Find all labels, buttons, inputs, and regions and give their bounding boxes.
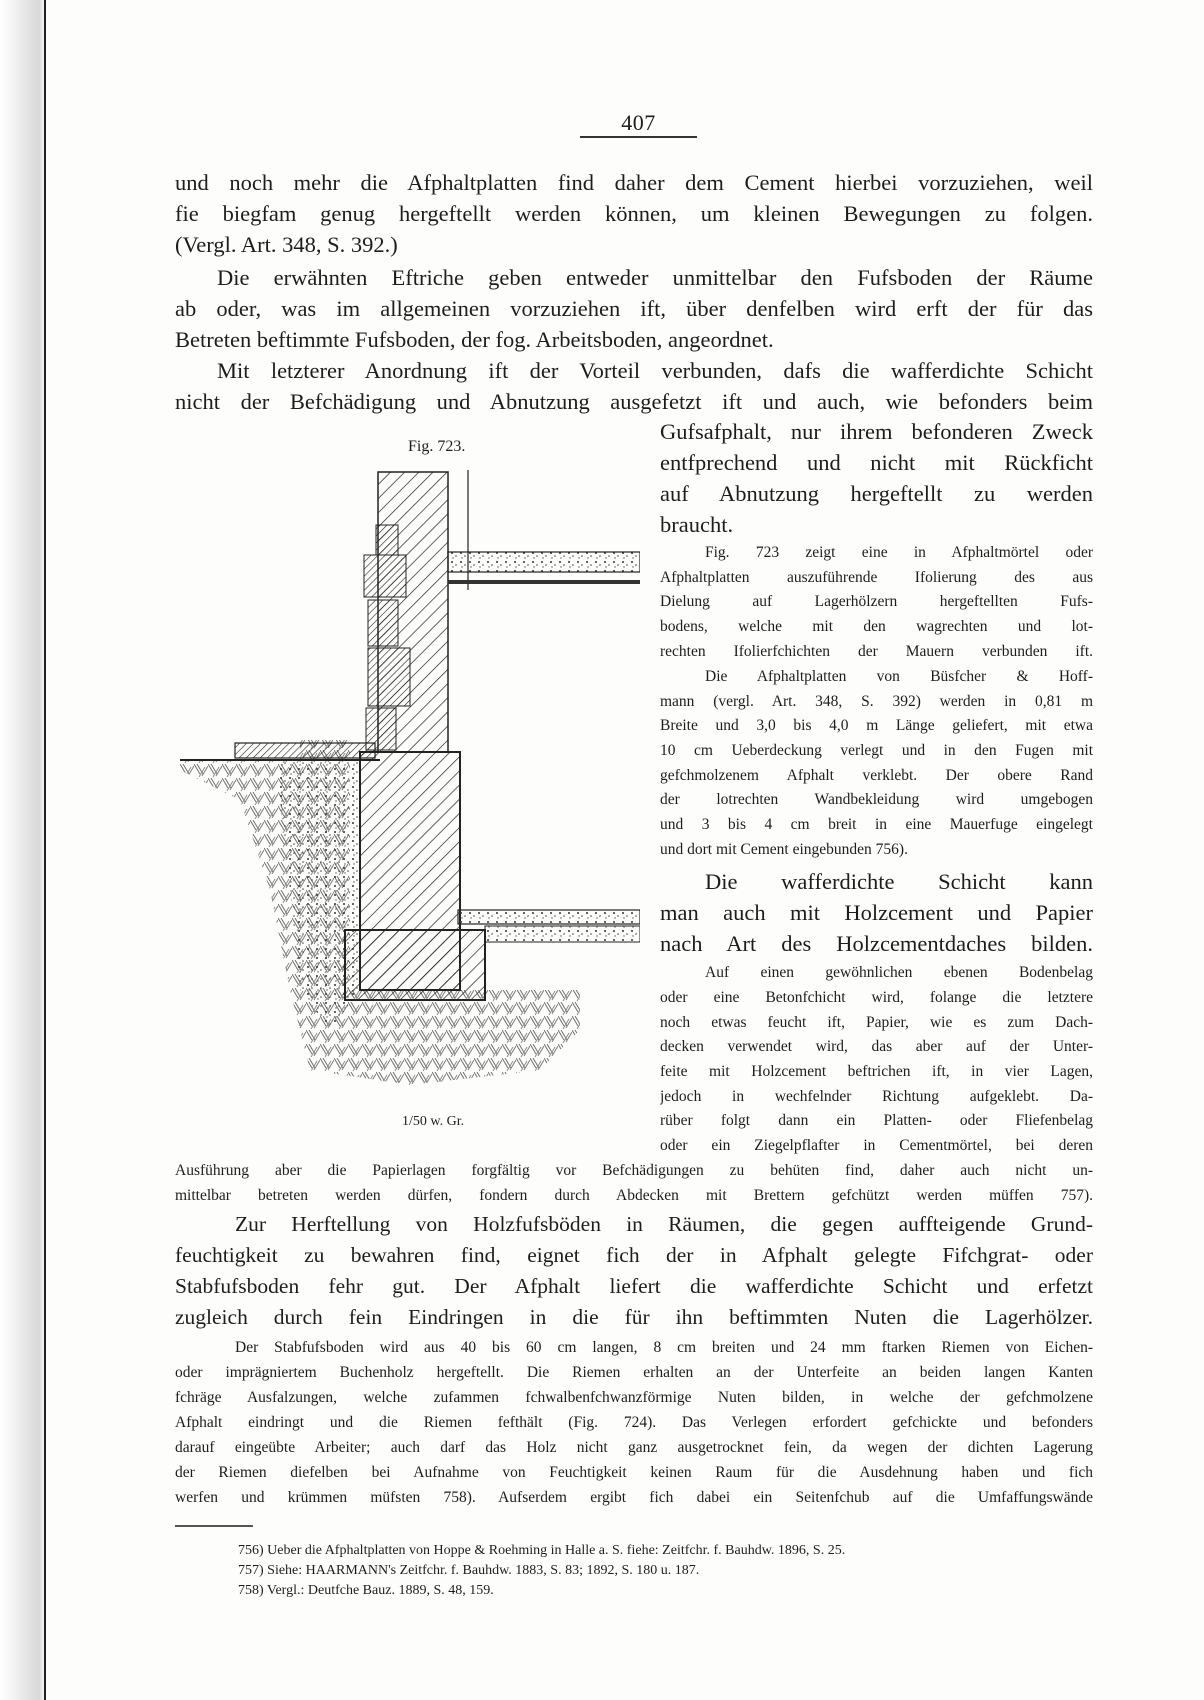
text-line: Fig. 723 zeigt eine in Afphaltmörtel oder [705,544,1093,561]
text-line: rechten Ifolierfchichten der Mauern verbunden ift. [660,643,1093,660]
text-line: Betreten beftimmte Fufsboden, der fog. Arbeitsboden, angeordnet. [175,327,774,352]
text-line: Zur Herftellung von Holzfufsböden in Räumen, die gegen auffteigende Grund- [235,1212,1093,1236]
text-line: entfprechend und nicht mit Rückficht [660,450,1093,475]
text-line: Auf einen gewöhnlichen ebenen Bodenbelag [705,964,1093,981]
footnote: 757) Siehe: HAARMANN's Zeitfchr. f. Bauhdw. 1883, S. 83; 1892, S. 180 u. 187. [238,1563,700,1578]
text-line: Mit letzterer Anordnung ift der Vorteil verbunden, dafs die wafferdichte Schicht [217,358,1093,383]
text-line: Breite und 3,0 bis 4,0 m Länge geliefert, mit etwa [660,717,1093,734]
text-line: noch etwas feucht ift, Papier, wie es zum Dach- [660,1014,1093,1031]
text-line: zugleich durch fein Eindringen in die für ihn beftimmten Nuten die Lagerhölzer. [175,1305,1093,1329]
text-line: oder imprägniertem Buchenholz hergeftellt. Die Riemen erhalten an der Unterfeite an beiden langen Kanten [175,1364,1093,1381]
text-line: bodens, welche mit den wagrechten und lot- [660,618,1093,635]
text-line: rüber folgt dann ein Platten- oder Fliefenbelag [660,1112,1093,1129]
text-line: Ausführung aber die Papierlagen forgfältig vor Befchädigungen zu behüten find, daher auch nicht un- [175,1162,1093,1179]
text-line: nach Art des Holzcementdaches bilden. [660,931,1093,956]
text-line: feite mit Holzcement beftrichen ift, in vier Lagen, [660,1063,1093,1080]
text-line: jedoch in wechfelnder Richtung aufgeklebt. Da- [660,1088,1093,1105]
text-line: Stabfufsboden fehr gut. Der Afphalt liefert die wafferdichte Schicht und erfetzt [175,1274,1093,1298]
text-line: Afphalt eindringt und die Riemen fefthält (Fig. 724). Das Verlegen erfordert gefchickte und befonders [175,1414,1093,1431]
text-line: mann (vergl. Art. 348, S. 392) werden in 0,81 m [660,693,1093,710]
text-line: oder ein Ziegelpflafter in Cementmörtel, bei deren [660,1137,1093,1154]
text-line: der lotrechten Wandbekleidung wird umgebogen [660,791,1093,808]
text-line: und 3 bis 4 cm breit in eine Mauerfuge eingelegt [660,816,1093,833]
text-line: der Riemen diefelben bei Aufnahme von Feuchtigkeit keinen Raum für die Ausdehnung haben und fich [175,1464,1093,1481]
text-line: und noch mehr die Afphaltplatten find daher dem Cement hierbei vorzuziehen, weil [175,170,1093,195]
figure-scale-label: 1/50 w. Gr. [402,1114,465,1129]
text-line: Die Afphaltplatten von Büsfcher & Hoff- [705,668,1093,685]
text-line: 10 cm Ueberdeckung verlegt und in den Fugen mit [660,742,1093,759]
figure-label: Fig. 723. [408,438,466,455]
text-line: und dort mit Cement eingebunden 756). [660,841,908,858]
footnote: 756) Ueber die Afphaltplatten von Hoppe & Roehming in Halle a. S. fiehe: Zeitfchr. f. Bauhdw. 1896, S. 25. [238,1543,846,1558]
text-line: darauf eingeübte Arbeiter; auch darf das Holz nicht ganz ausgetrocknet fein, da wegen der dichten Lagerung [175,1439,1093,1456]
footnote-rule [175,1525,253,1527]
text-line: Gufsafphalt, nur ihrem befonderen Zweck [660,419,1093,444]
text-line: Afphaltplatten auszuführende Ifolierung des aus [660,569,1093,586]
text-line: Dielung auf Lagerhölzern hergeftellten Fufs- [660,593,1093,610]
text-line: (Vergl. Art. 348, S. 392.) [175,232,398,257]
text-line: fie biegfam genug hergeftellt werden können, um kleinen Bewegungen zu folgen. [175,201,1093,226]
text-line: nicht der Befchädigung und Abnutzung ausgefetzt ift und auch, wie befonders beim [175,389,1093,414]
text-line: gefchmolzenem Afphalt verklebt. Der obere Rand [660,767,1093,784]
text-line: auf Abnutzung hergeftellt zu werden [660,481,1093,506]
text-line: oder eine Betonfchicht wird, folange die letztere [660,989,1093,1006]
text-line: fchräge Ausfalzungen, welche zufammen fchwalbenfchwanzförmige Nuten bilden, in welche der gefchmolzene [175,1389,1093,1406]
text-line: Die wafferdichte Schicht kann [705,869,1093,894]
text-line: decken verwendet wird, das aber auf der Unter- [660,1038,1093,1055]
figure-723-wall-section-diagram [180,470,640,1110]
text-line: ab oder, was im allgemeinen vorzuziehen ift, über denfelben wird erft der für das [175,296,1093,321]
text-line: feuchtigkeit zu bewahren find, eignet fich der in Afphalt gelegte Fifchgrat- oder [175,1243,1093,1267]
text-line: Die erwähnten Eftriche geben entweder unmittelbar den Fufsboden der Räume [217,265,1093,290]
text-line: braucht. [660,512,734,537]
page-number: 407 [621,110,656,135]
scan-binding-edge [0,0,46,1700]
scan-edge-line [44,0,46,1700]
text-line: Der Stabfufsboden wird aus 40 bis 60 cm langen, 8 cm breiten und 24 mm ftarken Riemen von Eichen- [235,1339,1093,1356]
text-line: mittelbar betreten werden dürfen, fondern durch Abdecken mit Brettern gefchützt werden müffen 757). [175,1187,1093,1204]
text-line: man auch mit Holzcement und Papier [660,900,1093,925]
page-number-rule [580,136,697,138]
footnote: 758) Vergl.: Deutfche Bauz. 1889, S. 48, 159. [238,1583,494,1598]
text-line: werfen und krümmen müfsten 758). Aufserdem ergibt fich dabei ein Seitenfchub auf die Umfaffungswände [175,1489,1093,1506]
